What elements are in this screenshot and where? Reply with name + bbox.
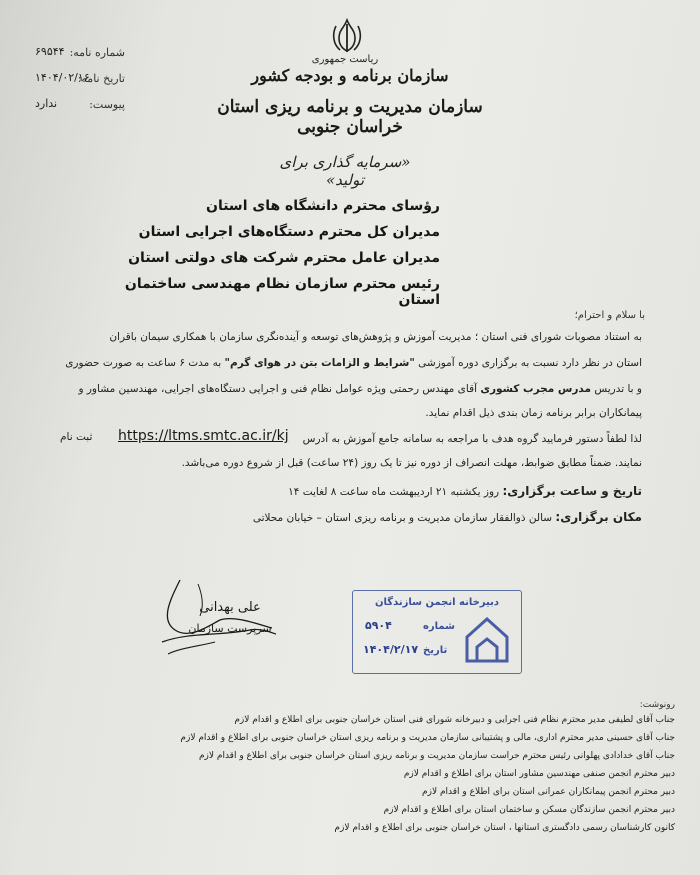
stamp-date-value: ۱۴۰۴/۲/۱۷	[363, 643, 419, 656]
signer-name: علی بهدانی	[199, 600, 261, 615]
cc-item: جناب آقای حسینی مدیر محترم اداری، مالی و پشتیبانی سازمان مدیریت و برنامه ریزی استان خراسان جنوبی برای اطلاع و اقدام لازم	[180, 733, 675, 743]
course-title: "شرایط و الزامات بتن در هوای گرم"	[224, 357, 415, 369]
body-line: لذا لطفاً دستور فرمایید گروه هدف با مراجعه به سامانه جامع آموزش به آدرس	[302, 433, 642, 445]
recipient-line: رئیس محترم سازمان نظام مهندسی ساختمان استان	[124, 276, 440, 308]
datetime-label: تاریخ و ساعت برگزاری:	[502, 484, 642, 498]
salutation: با سلام و احترام؛	[574, 310, 645, 321]
letter-number-value: ۶۹۵۴۴	[35, 45, 65, 58]
body-line: پیمانکاران برابر برنامه زمان بندی ذیل اقدام نماید.	[425, 407, 642, 419]
event-datetime	[52, 484, 642, 499]
letter-date-value: ۱۴۰۴/۰۲/۱۶	[35, 71, 90, 84]
recipient-line: مدیران کل محترم دستگاه‌های اجرایی استان	[138, 224, 440, 240]
body-line	[52, 356, 642, 370]
letter-number-label: شماره نامه:	[69, 46, 125, 59]
instructor-title: مدرس مجرب کشوری	[480, 383, 591, 395]
place-label: مکان برگزاری:	[555, 510, 642, 524]
body-text: و با تدریس	[594, 383, 642, 395]
body-text: به مدت ۶ ساعت به صورت حضوری	[65, 357, 222, 369]
stamp-title: دبیرخانه انجمن سازندگان	[374, 597, 499, 608]
cc-item: دبیر محترم انجمن صنفی مهندسین مشاور استان برای اطلاع و اقدام لازم	[403, 769, 675, 779]
attachment-label: پیوست:	[89, 98, 125, 111]
body-line: به استناد مصوبات شورای فنی استان ؛ مدیریت آموزش و پژوهش‌های توسعه و آینده‌نگری سازمان با همکاری سیمان باقران	[109, 331, 642, 343]
datetime-value: روز یکشنبه ۲۱ اردیبهشت ماه ساعت ۸ لغایت ۱۴	[288, 486, 500, 498]
cc-item: جناب آقای خدادادی پهلوانی رئیس محترم حراست سازمان مدیریت و برنامه ریزی استان خراسان جنوبی برای اطلاع و اقدام لازم	[198, 751, 675, 761]
body-text: استان در نظر دارد نسبت به برگزاری دوره آموزشی	[418, 357, 642, 369]
body-line: نمایند. ضمناً مطابق ضوابط، مهلت انصراف از دوره نیز تا یک روز (۲۴ ساعت) قبل از شروع دوره می‌باشد.	[181, 457, 642, 469]
cc-item: دبیر محترم انجمن سازندگان مسکن و ساختمان استان برای اطلاع و اقدام لازم	[383, 805, 675, 815]
place-value: سالن ذوالفقار سازمان مدیریت و برنامه ریزی استان – خیابان محلاتی	[252, 512, 553, 524]
recipient-line: رؤسای محترم دانشگاه های استان	[206, 198, 440, 214]
recipient-line: مدیران عامل محترم شرکت های دولتی استان	[128, 250, 440, 266]
event-place	[52, 510, 642, 525]
stamp-date-label: تاریخ	[423, 645, 448, 656]
registration-url[interactable]: https://ltms.smtc.ac.ir/kj	[118, 428, 289, 444]
stamp-number-value: ۵۹۰۴	[365, 619, 392, 632]
presidency-text: ریاست جمهوری	[311, 54, 379, 65]
cc-title: رونوشت:	[639, 700, 675, 710]
handwritten-signature-icon	[140, 570, 280, 660]
signer-title: سرپرست سازمان	[188, 622, 272, 635]
register-text: ثبت نام	[60, 431, 93, 443]
org-name-primary: سازمان برنامه و بودجه کشور	[251, 66, 449, 85]
slogan: «سرمایه گذاری برای تولید»	[279, 153, 411, 189]
body-line	[52, 382, 642, 396]
attachment-value: ندارد	[35, 97, 58, 110]
iran-emblem-icon	[330, 18, 364, 54]
org-name-provincial: سازمان مدیریت و برنامه ریزی استان خراسان جنوبی	[217, 97, 483, 137]
receipt-stamp	[352, 590, 522, 674]
house-logo-icon	[463, 613, 511, 665]
body-text: آقای مهندس رحمتی ویژه عوامل نظام فنی و اجرایی دستگاه‌های اجرایی، مهندسین مشاور و	[78, 383, 478, 395]
cc-item: جناب آقای لطیفی مدیر محترم نظام فنی اجرایی و دبیرخانه شورای فنی استان خراسان جنوبی برای اطلاع و اقدام لازم	[234, 715, 675, 725]
stamp-number-label: شماره	[423, 621, 455, 632]
cc-item: کانون کارشناسان رسمی دادگستری استانها ، استان خراسان جنوبی برای اطلاع و اقدام لازم	[334, 823, 675, 833]
cc-item: دبیر محترم انجمن پیمانکاران عمرانی استان برای اطلاع و اقدام لازم	[422, 787, 675, 797]
letter-date-label: تاریخ نامه:	[77, 72, 125, 85]
